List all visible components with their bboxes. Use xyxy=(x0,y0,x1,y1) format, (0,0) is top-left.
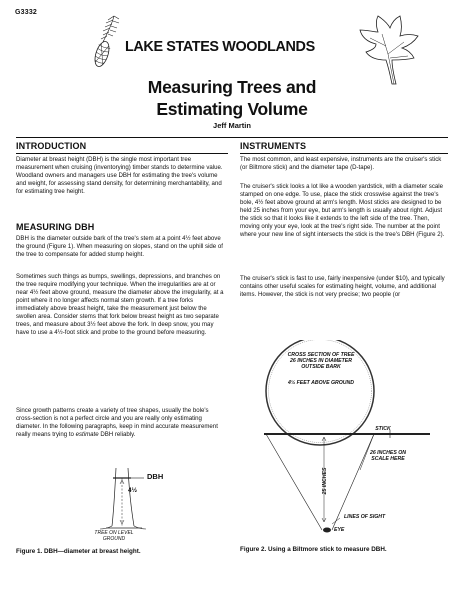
figure-1-height-label: 4½ xyxy=(128,487,138,494)
instruments-paragraph-1: The most common, and least expensive, instruments are the cruiser's stick (or Biltmore stick) and the diameter tape (D-tape). xyxy=(240,156,442,172)
document-id: G3332 xyxy=(15,9,38,16)
figure-2-biltmore-diagram xyxy=(240,340,430,540)
figure-2-height-label: 4½ FEET ABOVE GROUND xyxy=(287,380,355,386)
series-title: LAKE STATES WOODLANDS xyxy=(125,38,315,55)
header-divider xyxy=(16,137,448,138)
paragraph-3-emphasis: estimate xyxy=(75,431,99,439)
figure-2-sight-label: LINES OF SIGHT xyxy=(344,514,386,520)
page-title-line-1: Measuring Trees and xyxy=(147,77,317,97)
figure-2-cross-section-line-1: CROSS SECTION OF TREE xyxy=(287,352,355,358)
measuring-dbh-paragraph-2: Sometimes such things as bumps, swellings, depressions, and branches on the tree require modifying your technique. When the irregularities are at or near 4½ feet above ground, measure the diameter above the irregularity, at a point where it no longer affects normal stem growth. If a tree forks immediately above breast height, take the measurement just below the swollen area. Consider stems that fork below breast height as two separate trees, and measure about 3½ feet above the fork. In deep snow, you may have to use a 4½-foot stick and probe to the ground before measuring. xyxy=(16,273,224,337)
figure-2-scale-label-line-2: SCALE HERE xyxy=(371,456,405,462)
figure-1-ground-label-line-1: TREE ON LEVEL xyxy=(94,530,134,536)
figure-1-dbh-label: DBH xyxy=(147,472,164,481)
figure-1-caption: Figure 1. DBH—diameter at breast height. xyxy=(16,548,141,555)
figure-2-stick-label: STICK xyxy=(375,426,391,432)
measuring-dbh-paragraph-3 xyxy=(16,407,226,439)
measuring-dbh-heading: MEASURING DBH xyxy=(16,222,95,232)
page-title xyxy=(0,76,464,120)
figure-2-distance-label: 25 INCHES xyxy=(322,467,328,495)
figure-2-cross-section-line-3: OUTSIDE BARK xyxy=(301,364,341,370)
figure-2-scale-label xyxy=(350,450,426,462)
page-title-line-2: Estimating Volume xyxy=(156,99,308,119)
instruments-rule xyxy=(240,153,448,154)
instruments-heading: INSTRUMENTS xyxy=(240,141,307,151)
instruments-paragraph-3: The cruiser's stick is fast to use, fairly inexpensive (under $10), and typically contains other useful scales for estimating height, volume, and additional items. However, the stick is not very precise; two people (or xyxy=(240,275,445,299)
introduction-heading: INTRODUCTION xyxy=(16,141,87,151)
figure-2-cross-section-line-2: 26 INCHES IN DIAMETER xyxy=(290,358,352,364)
figure-1-ground-label-line-2: GROUND xyxy=(102,536,126,542)
figure-2-eye-label: EYE xyxy=(334,527,345,533)
figure-1-ground-label xyxy=(74,530,154,542)
figure-2-scale-label-line-1: 26 INCHES ON xyxy=(369,450,407,456)
instruments-paragraph-2: The cruiser's stick looks a lot like a wooden yardstick, with a diameter scale stamped on one edge. To use, place the stick crosswise against the tree's bole, 4½ feet above ground at arm's length. Most sticks are designed to be held 25 inches from your eye, but arm's length is usually about right. Adjust the stick so that it looks like it extends to the left side of the tree. Then, moving only your eye, look at the tree's right side. The number at the point where your new line of sight intersects the stick is the tree's DBH (Figure 2). xyxy=(240,183,445,239)
figure-2-cross-section-label xyxy=(266,352,376,370)
figure-2-caption: Figure 2. Using a Biltmore stick to measure DBH. xyxy=(240,546,387,553)
author-name: Jeff Martin xyxy=(213,121,251,130)
introduction-paragraph: Diameter at breast height (DBH) is the single most important tree measurement when cruising (inventorying) timber stands to determine value. Woodland owners and managers use DBH for estimating the tree's volume and weight, for assessing stand density, for determining merchantability, and for estimating tree height. xyxy=(16,156,223,196)
paragraph-3-text-b: DBH reliably. xyxy=(98,431,136,439)
paragraph-3-text-a: Since growth patterns create a variety of tree shapes, usually the bole's cross-section is not a perfect circle and you are really only estimating diameter. In the following paragraphs, keep in mind accurate measurement really means trying to xyxy=(16,407,218,439)
introduction-rule xyxy=(16,153,228,154)
measuring-dbh-paragraph-1: DBH is the diameter outside bark of the tree's stem at a point 4½ feet above the ground (Figure 1). When measuring on slopes, stand on the uphill side of the tree to compensate for added stump height. xyxy=(16,235,223,259)
